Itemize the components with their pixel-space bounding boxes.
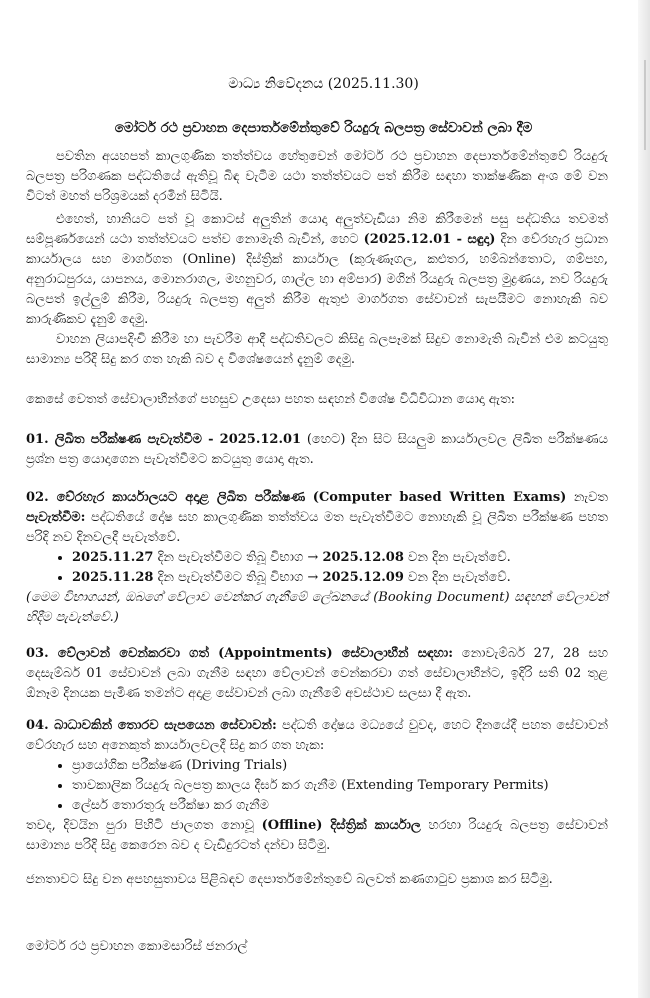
- list-item: • තාවකාලික රියදුරු බලපත්‍ර කාලය දීර්ඝ කර ගැනීම (Extending Temporary Permits): [72, 776, 608, 796]
- page-edge: [638, 0, 650, 998]
- closing-text: ජනතාවට සිදු වන අපහසුතාවය පිළිබඳව දෙපාර්තමේන්තුවේ බලවත් කණගාටුව ප්‍රකාශ කර සිටිමු.: [26, 872, 553, 887]
- intro-paragraph-2: එහෙත්, හානියට පත් වූ කොටස් අලුතින් යොදා අලුත්වැඩියා නිම කිරීමෙන් පසු පද්ධතිය තවමත් සම්පූර්ණයෙන් යථා තත්ත්වයට පත්ව නොමැති බැවින්, හෙට (2025.12.01 - සඳුදා) දින වේරහැර ප්‍රධාන කාර්යාලය සහ මාර්ගගත (Online) දිස්ත්‍රික් කාර්යාල (කුරුණෑගල, කළුතර, හම්බන්තොට, ගම්පහ, අනුරාධපුරය, යාපනය, මොනරාගල, මහනුවර, ගාල්ල හා අම්පාර) මගින් රියදුරු බලපත්‍ර මුද්‍රණය, නව රියදුරු බලපත් ඉල්ලුම් කිරීම, රියදුරු බලපත්‍ර අලුත් කිරීම ඇතුළු මාර්ගගත සේවාවන් සැපයීමට නොහැකි බව කාරුණිකව දැනුම් දෙමු.: [26, 212, 609, 327]
- section-3: 03. වේලාවන් වෙන්කරවා ගත් (Appointments) සේවාලාභීන් සඳහා: නොවැම්බර් 27, 28 සහ දෙසැම්බර් 01 සේවාවන් ලබා ගැනීම සඳහා වේලාවන් වෙන්කරවා ගත් සේවාලාභීන්ට, ඉදිරි සති 02 තුළ ඕනෑම දිනයක පැමිණ තමන්ට අදාළ සේවාවන් ලබා ගැනීමේ අවස්ථාව සලසා දී ඇත.: [26, 646, 608, 701]
- page-title: මාධ්‍ය නිවේදනය (2025.11.30): [228, 76, 419, 92]
- available-services-list: [26, 756, 608, 816]
- list-item: • 2025.11.27 දින පැවැත්වීමට තිබූ විභාග → 2025.12.08 වන දින පැවැත්වේ.: [72, 548, 608, 568]
- section-4: 04. බාධාවකින් තොරව සැපයෙන සේවාවන්: පද්ධති දෝෂය මධ්‍යයේ වුවද, හෙට දිනයේදී පහත සේවාවන් වේරහැර සහ අනෙකුත් කාර්යාලවලදී සිදු කර ගත හැක: • ප්‍රායෝගික පරීක්ෂණ (Driving Trials) • තාවකාලික රියදුරු බලපත්‍ර කාලය දීර්ඝ කර ගැනීම (Extending Temporary Permits) • ලේසර් තොරතුරු පරීක්ෂා කර ගැනීම තවද, දිවයින පුරා පිහිටි ජාලගත නොවූ (Offline) දිස්ත්‍රික් කාර්යාල හරහා රියදුරු බලපත්‍ර සේවාවන් සාමාන්‍ය පරිදි සිදු කෙරෙන බව ද වැඩිදුරටත් දන්වා සිටිමු.: [26, 716, 608, 856]
- section-2: 02. වේරහැර කාර්යාලයට අදාළ ලිඛිත පරීක්ෂණ (Computer based Written Exams) නැවත පැවැත්වීම: පද්ධතියේ දෝෂ සහ කාලගුණික තත්ත්වය මත පැවැත්වීමට නොහැකි වූ ලිඛිත පරීක්ෂණ පහත පරිදි නව දිනවලදී පැවැත්වේ. • 2025.11.27 දින පැවැත්වීමට තිබූ විභාග → 2025.12.08 වන දින පැවැත්වේ. • 2025.11.28 දින පැවැත්වීමට තිබූ විභාග → 2025.12.09 වන දින පැවැත්වේ. (මෙම විභාගයන්, ඔබගේ වේලාව වෙන්කර ගැනීමේ ලේඛනයේ (Booking Document) සඳහන් වේලාවන් හිදීම පැවැත්වේ.): [26, 488, 608, 628]
- rescheduled-exams-list: [26, 548, 608, 588]
- scroll-indicator: [644, 60, 646, 150]
- intro-paragraph-1: පවතින අයහපත් කාලගුණික තත්ත්වය හේතුවෙන් මෝටර් රථ ප්‍රවාහන දෙපාර්තමේන්තුවේ රියදුරු බලපත්‍ර පරිගණක පද්ධතියේ ඇතිවූ බිඳ වැටීම යථා තත්ත්වයට පත් කිරීම සඳහා තාක්ෂණික අංශ මේ වන විටත් මහත් පරිශ්‍රමයක් දරමින් සිටියි.: [26, 149, 608, 204]
- list-item: • ලේසර් තොරතුරු පරීක්ෂා කර ගැනීම: [72, 796, 608, 816]
- subject-line: මෝටර් රථ ප්‍රවාහන දෙපාර්තමේන්තුවේ රියදුරු බලපත්‍ර සේවාවන් ලබා දීම: [114, 120, 533, 136]
- section-1: 01. ලිඛිත පරීක්ෂණ පැවැත්වීම - 2025.12.01 (හෙට) දින සිට සියලුම කාර්යාලවල ලිඛිත පරීක්ෂණය ප්‍රශ්න පත්‍ර යොදාගෙන පැවැත්වීමට කටයුතු යොදා ඇත.: [26, 432, 608, 467]
- list-item: • ප්‍රායෝගික පරීක්ෂණ (Driving Trials): [72, 756, 608, 776]
- signature: මෝටර් රථ ප්‍රවාහන කොමසාරිස් ජනරාල්: [26, 939, 248, 954]
- lead-text: කෙසේ වෙතත් සේවාලාභීන්ගේ පහසුව උදෙසා පහත සඳහන් විශේෂ විධිවිධාන යොදා ඇත:: [26, 392, 516, 407]
- list-item: • 2025.11.28 දින පැවැත්වීමට තිබූ විභාග → 2025.12.09 වන දින පැවැත්වේ.: [72, 568, 608, 588]
- intro-paragraph-3: වාහන ලියාපදිංචි කිරීම හා පැවරීම ආදී පද්ධතිවලට කිසිදු බලපෑමක් සිදුව නොමැති බැවින් එම කටයුතු සාමාන්‍ය පරිදි සිදු කර ගත හැකි බව ද විශේෂයෙන් දැනුම් දෙමු.: [26, 332, 608, 367]
- booking-note: (මෙම විභාගයන්, ඔබගේ වේලාව වෙන්කර ගැනීමේ ලේඛනයේ (Booking Document) සඳහන් වේලාවන් හිදීම පැවැත්වේ.): [26, 590, 608, 625]
